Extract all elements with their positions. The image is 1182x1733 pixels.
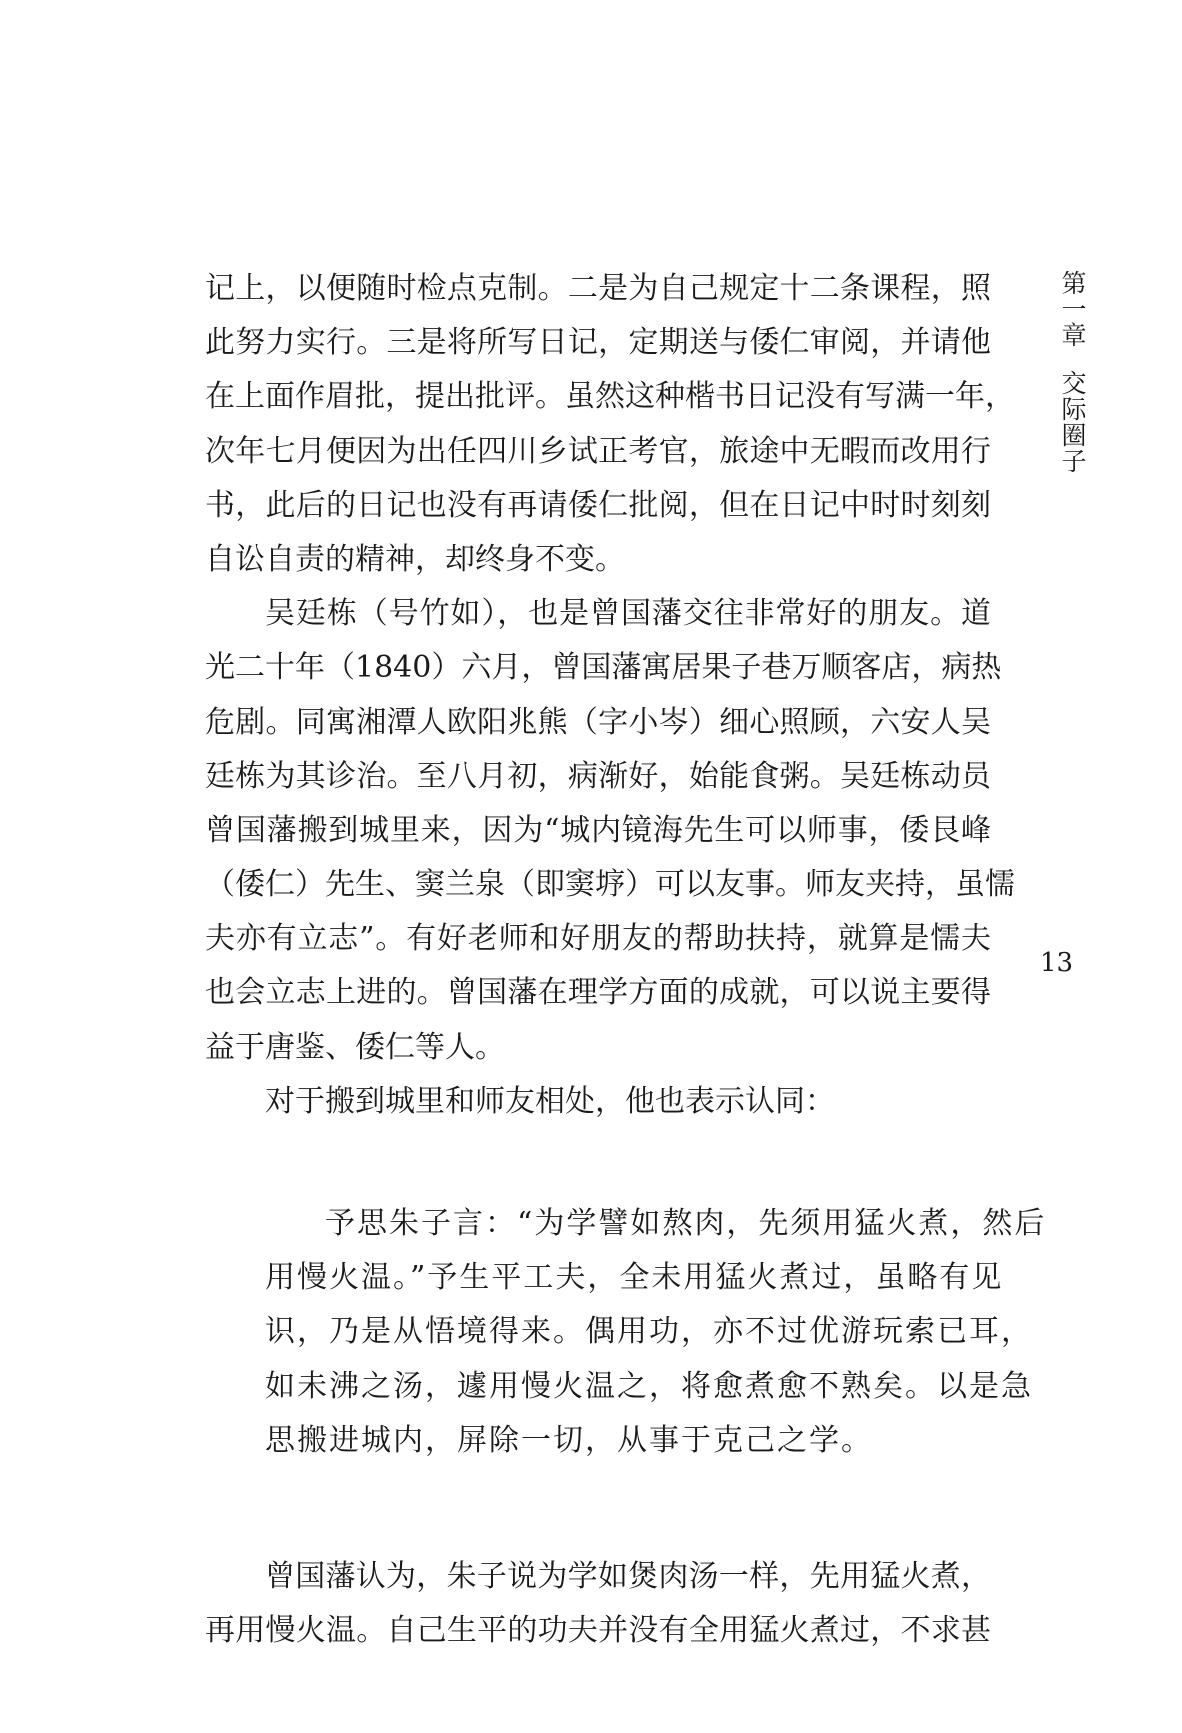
chapter-label: 第一章 [1058,270,1087,348]
spacer [205,1468,991,1550]
text-line: 次年七月便因为出任四川乡试正考官，旅途中无暇而改用行 [205,433,991,469]
text-line: 光二十年（1840）六月，曾国藩寓居果子巷万顺客店，病热 [205,650,1002,686]
text-line: 自讼自责的精神，却终身不变。 [205,541,625,577]
paragraph-4 [205,1550,991,1658]
text-line: 此努力实行。三是将所写日记，定期送与倭仁审阅，并请他 [205,325,991,361]
text-line: 曾国藩搬到城里来，因为“城内镜海先生可以师事，倭艮峰 [205,812,991,848]
paragraph-2 [205,587,1015,1075]
text-line: 廷栋为其诊治。至八月初，病渐好，始能食粥。吴廷栋动员 [205,758,991,794]
text-line: 危剧。同寓湘潭人欧阳兆熊（字小岑）细心照顾，六安人吴 [205,704,991,740]
text-line: 曾国藩认为，朱子说为学如煲肉汤一样，先用猛火煮， [265,1558,991,1594]
chapter-title: 交际圈子 [1058,370,1087,474]
text-line: 再用慢火温。自己生平的功夫并没有全用猛火煮过，不求甚 [205,1613,991,1649]
quote-line: 予思朱子言：“为学譬如熬肉，先须用猛火煮，然后 [325,1206,1047,1241]
text-line: 书，此后的日记也没有再请倭仁批阅，但在日记中时时刻刻 [205,487,991,523]
text-line: 在上面作眉批，提出批评。虽然这种楷书日记没有写满一年， [205,379,1015,415]
quote-line: 用慢火温。”予生平工夫，全未用猛火煮过，虽略有见 [265,1260,1004,1296]
text-line: 吴廷栋（号竹如），也是曾国藩交往非常好的朋友。道 [265,596,991,632]
text-line: 记上，以便随时检点克制。二是为自己规定十二条课程，照 [205,271,991,306]
text-line: （倭仁）先生、窦兰泉（即窦垿）可以友事。师友夹持，虽懦 [205,867,1015,903]
paragraph-1 [205,262,1015,587]
paragraph-3 [205,1075,991,1129]
spacer [205,1129,991,1197]
quote-line: 思搬进城内，屏除一切，从事于克己之学。 [265,1422,873,1458]
text-line: 也会立志上进的。曾国藩在理学方面的成就，可以说主要得 [205,975,991,1011]
text-line: 益于唐鉴、倭仁等人。 [205,1029,505,1065]
main-text [205,262,1047,1658]
block-quote [205,1197,1047,1468]
text-line: 对于搬到城里和师友相处，他也表示认同： [265,1083,835,1119]
quote-line: 如未沸之汤，遽用慢火温之，将愈煮愈不熟矣。以是急 [265,1368,1033,1404]
quote-line: 识，乃是从悟境得来。偶用功，亦不过优游玩索已耳， [265,1314,1033,1350]
text-line: 夫亦有立志”。有好老师和好朋友的帮助扶持，就算是懦夫 [205,921,991,957]
running-head [1046,270,1086,474]
page-number: 13 [1040,948,1074,978]
